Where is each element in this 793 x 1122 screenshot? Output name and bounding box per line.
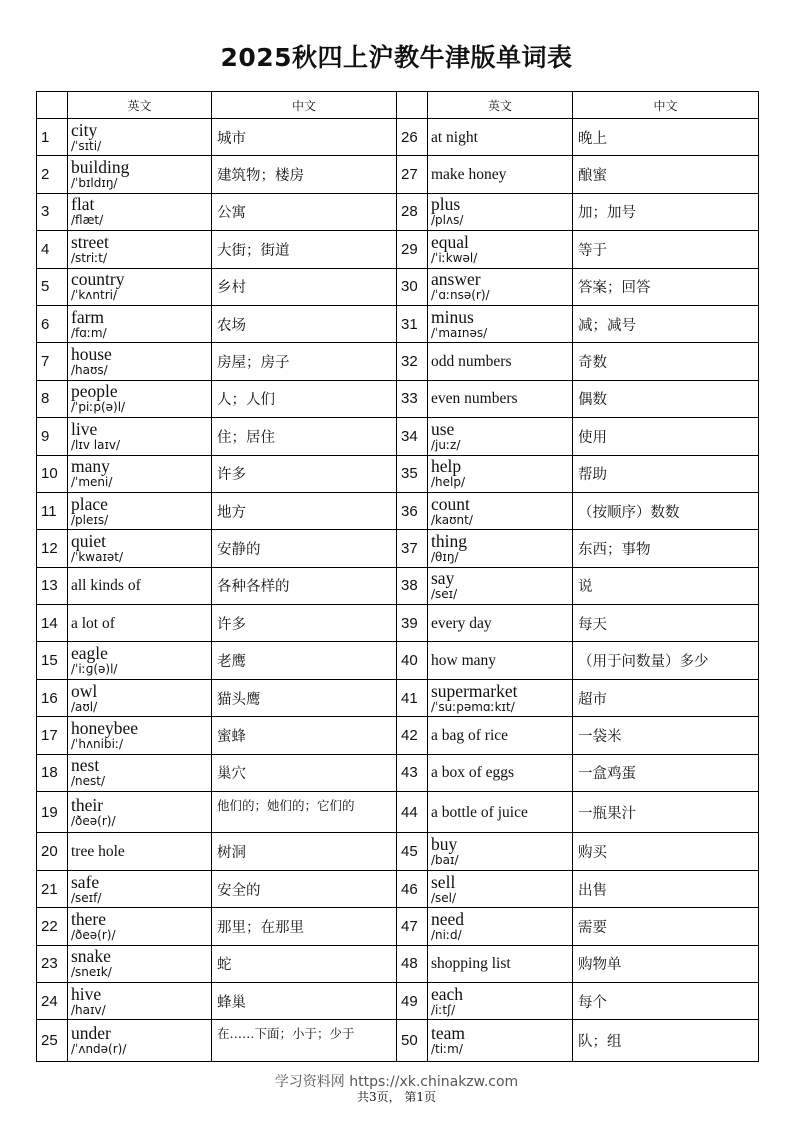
entry-phonetic: /lɪv laɪv/ [71,437,121,452]
table-row [37,982,759,1019]
entry-number: 6 [37,305,68,342]
entry-number: 33 [397,380,428,417]
entry-phonetic: /ˈiːkwəl/ [431,250,478,265]
entry-chinese-meaning: 说 [573,567,759,604]
entry-number: 25 [37,1020,68,1061]
entry-chinese-meaning: 他们的；她们的；它们的 [212,792,397,833]
entry-phonetic: /fɑːm/ [71,325,107,340]
entry-chinese-meaning: 需要 [573,908,759,945]
entry-word: street [71,231,109,252]
entry-number: 21 [37,870,68,907]
entry-word: count [431,493,470,514]
entry-chinese-meaning: 老鹰 [212,642,397,679]
entry-english-cell [68,754,212,791]
entry-number: 40 [397,642,428,679]
entry-english-cell [428,982,573,1019]
entry-word: owl [71,680,98,701]
table-row [37,305,759,342]
entry-number: 44 [397,792,428,833]
entry-chinese-meaning: 许多 [212,605,397,642]
entry-word: a bag of rice [431,726,509,744]
entry-chinese-meaning: 奇数 [573,343,759,380]
entry-chinese-meaning: 巢穴 [212,754,397,791]
entry-number: 38 [397,567,428,604]
entry-phonetic: /sel/ [431,890,457,905]
entry-number: 29 [397,231,428,268]
entry-chinese-meaning: 城市 [212,119,397,156]
entry-chinese-meaning: 人；人们 [212,380,397,417]
table-row [37,642,759,679]
table-row [37,418,759,455]
entry-number: 16 [37,679,68,716]
entry-english-cell [428,530,573,567]
entry-english-cell [428,1020,573,1061]
table-row [37,1020,759,1061]
entry-number: 20 [37,833,68,870]
entry-word: nest [71,755,100,776]
entry-phonetic: /flæt/ [71,213,104,228]
entry-english-cell [68,908,212,945]
entry-chinese-meaning: 使用 [573,418,759,455]
entry-english-cell [428,268,573,305]
entry-word: live [71,418,98,439]
entry-phonetic: /niːd/ [431,927,462,942]
entry-word: how many [431,652,497,670]
entry-number: 11 [37,492,68,529]
entry-english-cell [428,679,573,716]
entry-word: buy [431,834,458,855]
entry-word: make honey [431,166,507,184]
entry-english-cell [68,156,212,193]
entry-english-cell [428,343,573,380]
entry-phonetic: /pleɪs/ [71,512,109,527]
entry-word: every day [431,614,492,632]
entry-word: their [71,794,104,815]
entry-chinese-meaning: 住；居住 [212,418,397,455]
table-row [37,754,759,791]
entry-word: use [431,418,455,439]
entry-chinese-meaning: 许多 [212,455,397,492]
entry-english-cell [428,492,573,529]
entry-number: 48 [397,945,428,982]
entry-chinese-meaning: 农场 [212,305,397,342]
entry-phonetic: /sneɪk/ [71,965,112,980]
table-row [37,343,759,380]
vocabulary-table [36,91,759,1062]
entry-english-cell [68,305,212,342]
entry-word: a lot of [71,614,115,632]
entry-number: 4 [37,231,68,268]
entry-chinese-meaning: 安全的 [212,870,397,907]
entry-number: 8 [37,380,68,417]
table-row [37,717,759,754]
entry-word: flat [71,194,95,215]
entry-word: people [71,381,118,402]
entry-chinese-meaning: 建筑物；楼房 [212,156,397,193]
entry-word: thing [431,530,467,551]
table-row [37,119,759,156]
entry-chinese-meaning: 大街；街道 [212,231,397,268]
entry-chinese-meaning: 房屋；房子 [212,343,397,380]
entry-word: need [431,908,465,929]
entry-chinese-meaning: 各种各样的 [212,567,397,604]
entry-word: many [71,456,110,477]
entry-english-cell [68,268,212,305]
entry-number: 30 [397,268,428,305]
entry-word: safe [71,871,100,892]
entry-english-cell [68,418,212,455]
table-row [37,908,759,945]
entry-english-cell [428,870,573,907]
entry-phonetic: /ˈɑːnsə(r)/ [431,288,490,303]
table-row [37,945,759,982]
table-row [37,567,759,604]
entry-word: under [71,1023,111,1044]
entry-chinese-meaning: 超市 [573,679,759,716]
entry-english-cell [428,380,573,417]
entry-number: 42 [397,717,428,754]
entry-word: each [431,983,464,1004]
entry-phonetic: /ˈiːɡ(ə)l/ [71,662,118,677]
entry-english-cell [68,231,212,268]
entry-number: 36 [397,492,428,529]
entry-english-cell [68,380,212,417]
entry-word: shopping list [431,955,511,973]
header-chinese-right: 中文 [573,92,759,119]
entry-phonetic: /ˈmaɪnəs/ [431,325,488,340]
entry-english-cell [68,567,212,604]
entry-number: 34 [397,418,428,455]
table-row [37,156,759,193]
entry-english-cell [68,642,212,679]
entry-word: honeybee [71,717,139,738]
entry-phonetic: /ˈhʌnibiː/ [71,736,124,751]
entry-chinese-meaning: 地方 [212,492,397,529]
entry-english-cell [428,455,573,492]
entry-number: 2 [37,156,68,193]
entry-chinese-meaning: 东西；事物 [573,530,759,567]
entry-chinese-meaning: 购买 [573,833,759,870]
entry-word: hive [71,983,102,1004]
entry-number: 9 [37,418,68,455]
entry-english-cell [428,754,573,791]
entry-word: even numbers [431,390,518,408]
header-chinese-left: 中文 [212,92,397,119]
entry-chinese-meaning: 公寓 [212,193,397,230]
entry-english-cell [68,455,212,492]
entry-number: 32 [397,343,428,380]
entry-word: supermarket [431,680,518,701]
entry-number: 47 [397,908,428,945]
entry-phonetic: /baɪ/ [431,853,459,868]
entry-english-cell [428,418,573,455]
entry-word: say [431,568,455,589]
entry-number: 10 [37,455,68,492]
entry-chinese-meaning: 蜂巢 [212,982,397,1019]
entry-chinese-meaning: 酿蜜 [573,156,759,193]
table-row [37,679,759,716]
entry-phonetic: /ˈsuːpəmɑːkɪt/ [431,699,515,714]
table-row [37,870,759,907]
entry-number: 1 [37,119,68,156]
entry-phonetic: /ðeə(r)/ [71,813,116,828]
entry-chinese-meaning: 乡村 [212,268,397,305]
entry-phonetic: /ˈkwaɪət/ [71,549,124,564]
entry-phonetic: /seɪ/ [431,587,458,602]
entry-number: 23 [37,945,68,982]
entry-phonetic: /juːz/ [431,437,461,452]
entry-english-cell [68,530,212,567]
entry-chinese-meaning: 一盒鸡蛋 [573,754,759,791]
entry-number: 12 [37,530,68,567]
entry-number: 22 [37,908,68,945]
entry-english-cell [428,119,573,156]
entry-word: farm [71,306,105,327]
entry-number: 26 [397,119,428,156]
entry-english-cell [68,343,212,380]
entry-chinese-meaning: 偶数 [573,380,759,417]
entry-phonetic: /ðeə(r)/ [71,927,116,942]
entry-chinese-meaning: 在……下面；小于；少于 [212,1020,397,1061]
entry-english-cell [68,717,212,754]
entry-word: odd numbers [431,353,512,371]
entry-number: 3 [37,193,68,230]
entry-english-cell [428,193,573,230]
entry-english-cell [428,908,573,945]
entry-phonetic: /ˈʌndə(r)/ [71,1042,127,1057]
entry-word: country [71,269,125,290]
entry-english-cell [428,231,573,268]
entry-chinese-meaning: 晚上 [573,119,759,156]
entry-word: tree hole [71,843,125,861]
entry-number: 27 [397,156,428,193]
entry-phonetic: /aʊl/ [71,699,98,714]
entry-number: 39 [397,605,428,642]
header-number-left [37,92,68,119]
entry-english-cell [428,642,573,679]
entry-word: a bottle of juice [431,803,528,821]
entry-word: team [431,1023,466,1044]
entry-chinese-meaning: （用于问数量）多少 [573,642,759,679]
entry-word: quiet [71,530,106,551]
table-row [37,792,759,833]
entry-word: equal [431,231,469,252]
entry-word: building [71,157,130,178]
entry-number: 35 [397,455,428,492]
vocabulary-body [37,119,759,1062]
entry-chinese-meaning: 购物单 [573,945,759,982]
entry-word: place [71,493,108,514]
entry-number: 46 [397,870,428,907]
entry-number: 41 [397,679,428,716]
entry-phonetic: /tiːm/ [431,1042,463,1057]
entry-english-cell [68,193,212,230]
footer-site: 学习资料网 https://xk.chinakzw.com [274,1074,519,1090]
entry-phonetic: /iːtʃ/ [431,1002,456,1017]
table-row [37,268,759,305]
header-row [37,92,759,119]
entry-english-cell [68,870,212,907]
entry-phonetic: /haʊs/ [71,363,108,378]
table-row [37,231,759,268]
entry-chinese-meaning: 蜜蜂 [212,717,397,754]
entry-word: plus [431,194,461,215]
entry-english-cell [68,982,212,1019]
entry-chinese-meaning: （按顺序）数数 [573,492,759,529]
entry-number: 45 [397,833,428,870]
entry-english-cell [68,945,212,982]
entry-english-cell [68,679,212,716]
entry-phonetic: /kaʊnt/ [431,512,473,527]
entry-word: at night [431,128,478,146]
table-row [37,605,759,642]
entry-chinese-meaning: 答案；回答 [573,268,759,305]
entry-phonetic: /plʌs/ [431,213,464,228]
header-number-right [397,92,428,119]
entry-phonetic: /ˈpiːp(ə)l/ [71,400,126,415]
entry-phonetic: /striːt/ [71,250,108,265]
entry-phonetic: /help/ [431,475,466,490]
entry-number: 17 [37,717,68,754]
entry-word: eagle [71,643,108,664]
entry-word: help [431,456,462,477]
entry-number: 49 [397,982,428,1019]
entry-chinese-meaning: 等于 [573,231,759,268]
entry-number: 15 [37,642,68,679]
entry-word: sell [431,871,456,892]
entry-number: 19 [37,792,68,833]
entry-chinese-meaning: 每个 [573,982,759,1019]
table-row [37,492,759,529]
entry-phonetic: /nest/ [71,774,106,789]
page-title: 2025秋四上沪教牛津版单词表 [220,43,573,72]
entry-chinese-meaning: 树洞 [212,833,397,870]
entry-phonetic: /seɪf/ [71,890,102,905]
entry-word: all kinds of [71,577,141,595]
entry-number: 24 [37,982,68,1019]
entry-word: house [71,344,112,365]
table-row [37,193,759,230]
entry-english-cell [428,717,573,754]
entry-chinese-meaning: 帮助 [573,455,759,492]
entry-number: 28 [397,193,428,230]
table-row [37,380,759,417]
table-row [37,455,759,492]
entry-number: 13 [37,567,68,604]
entry-phonetic: /haɪv/ [71,1002,106,1017]
entry-english-cell [68,605,212,642]
entry-word: minus [431,306,474,327]
entry-english-cell [68,1020,212,1061]
entry-word: snake [71,946,111,967]
entry-english-cell [68,792,212,833]
entry-chinese-meaning: 一瓶果汁 [573,792,759,833]
entry-chinese-meaning: 减；减号 [573,305,759,342]
entry-chinese-meaning: 一袋米 [573,717,759,754]
header-english-left: 英文 [68,92,212,119]
entry-phonetic: /ˈsɪti/ [71,138,102,153]
entry-english-cell [428,156,573,193]
entry-english-cell [428,567,573,604]
table-row [37,530,759,567]
entry-number: 37 [397,530,428,567]
entry-chinese-meaning: 出售 [573,870,759,907]
entry-word: answer [431,269,481,290]
entry-word: city [71,119,98,140]
entry-word: there [71,908,106,929]
entry-chinese-meaning: 安静的 [212,530,397,567]
entry-english-cell [428,305,573,342]
entry-english-cell [428,833,573,870]
entry-number: 14 [37,605,68,642]
entry-english-cell [68,833,212,870]
entry-number: 43 [397,754,428,791]
entry-english-cell [68,492,212,529]
entry-phonetic: /θɪŋ/ [431,549,459,564]
table-row [37,833,759,870]
entry-english-cell [428,605,573,642]
entry-chinese-meaning: 每天 [573,605,759,642]
entry-chinese-meaning: 队；组 [573,1020,759,1061]
entry-phonetic: /ˈkʌntri/ [71,288,118,303]
entry-chinese-meaning: 那里；在那里 [212,908,397,945]
entry-chinese-meaning: 加；加号 [573,193,759,230]
entry-english-cell [428,945,573,982]
footer-page-number: 共3页， 第1页 [356,1090,437,1104]
entry-chinese-meaning: 蛇 [212,945,397,982]
entry-number: 18 [37,754,68,791]
entry-phonetic: /ˈmeni/ [71,475,113,490]
entry-english-cell [428,792,573,833]
entry-chinese-meaning: 猫头鹰 [212,679,397,716]
entry-phonetic: /ˈbɪldɪŋ/ [71,176,118,191]
entry-number: 5 [37,268,68,305]
header-english-right: 英文 [428,92,573,119]
entry-english-cell [68,119,212,156]
entry-number: 50 [397,1020,428,1061]
entry-word: a box of eggs [431,764,515,782]
entry-number: 7 [37,343,68,380]
entry-number: 31 [397,305,428,342]
